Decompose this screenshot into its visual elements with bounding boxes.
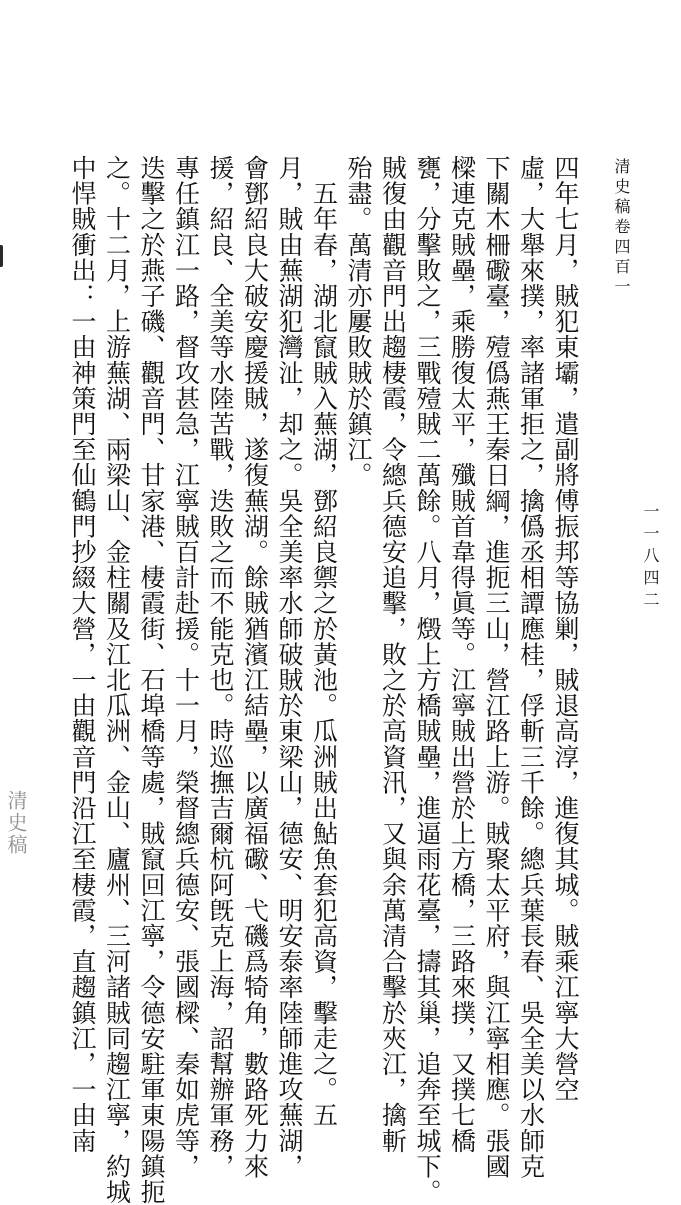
text-column: 樑連克賊壘，乘勝復太平，殲賊首韋得眞等。江寧賊出營於上方橋，三路來撲，又撲七橋 <box>447 155 477 1154</box>
text-column: 會鄧紹良大破安慶援賊，遂復蕪湖。餘賊猶濱江結壘，以廣福礮、弋磯爲犄角，數路死力來 <box>240 155 270 1179</box>
text-column: 迭擊之於燕子磯、觀音門、甘家港、棲霞街、石埠橋等處，賊竄回江寧，令德安駐軍東陽鎮扼 <box>137 155 166 1205</box>
running-head: 清史稿卷四百一 <box>612 158 631 298</box>
text-column: 虛，大舉來撲，率諸軍拒之，擒僞丞相譚應桂，俘斬三千餘。總兵葉長春、吳全美以水師克 <box>516 155 546 1179</box>
text-column: 殆盡。萬清亦屢敗賊於鎮江。 <box>344 155 373 488</box>
text-column: 月，賊由蕪湖犯灣沚，却之。吳全美率水師破賊於東梁山，德安、明安泰率陸師進攻蕪湖， <box>275 155 304 1179</box>
text-column: 甕，分擊敗之，三戰殪賊二萬餘。八月，燬上方橋賊壘，進逼雨花臺，擣其巢，追奔至城下。 <box>413 155 442 1205</box>
adjacent-page-mark: 清史稿 <box>4 790 28 856</box>
text-column: 賊復由觀音門出趨棲霞，令總兵德安追擊，敗之於高資汛，又與余萬清合擊於夾江，擒斬 <box>378 155 408 1154</box>
text-column: 四年七月，賊犯東壩，遣副將傅振邦等協剿，賊退高淳，進復其城。賊乘江寧大營空 <box>551 155 580 1103</box>
text-column: 中悍賊衝出：一由神策門至仙鶴門抄綴大營，一由觀音門沿江至棲霞，直趨鎮江，一由南 <box>68 155 97 1154</box>
text-column: 之。十二月，上游蕪湖、兩梁山、金柱關及江北瓜洲、金山、廬州、三河諸賊同趨江寧，約城 <box>102 155 132 1205</box>
adjacent-page-edge <box>0 245 3 267</box>
text-column: 五年春，湖北竄賊入蕪湖，鄧紹良禦之於黃池。瓜洲賊出鮎魚套犯高資，擊走之。五 <box>309 155 339 1128</box>
text-column: 援，紹良、全美等水陸苦戰，迭敗之而不能克也。時巡撫吉爾杭阿旣克上海，詔幫辦軍務， <box>206 155 235 1179</box>
page-number: 一一八四二 <box>641 503 660 613</box>
body-text <box>68 155 582 1205</box>
text-column: 專任鎮江一路，督攻甚急，江寧賊百計赴援。十一月，榮督總兵德安、張國樑、秦如虎等， <box>171 155 201 1179</box>
text-column: 下關木柵礮臺，殪僞燕王秦日綱，進扼三山，營江路上游。賊聚太平府，與江寧相應。張國 <box>482 155 511 1179</box>
